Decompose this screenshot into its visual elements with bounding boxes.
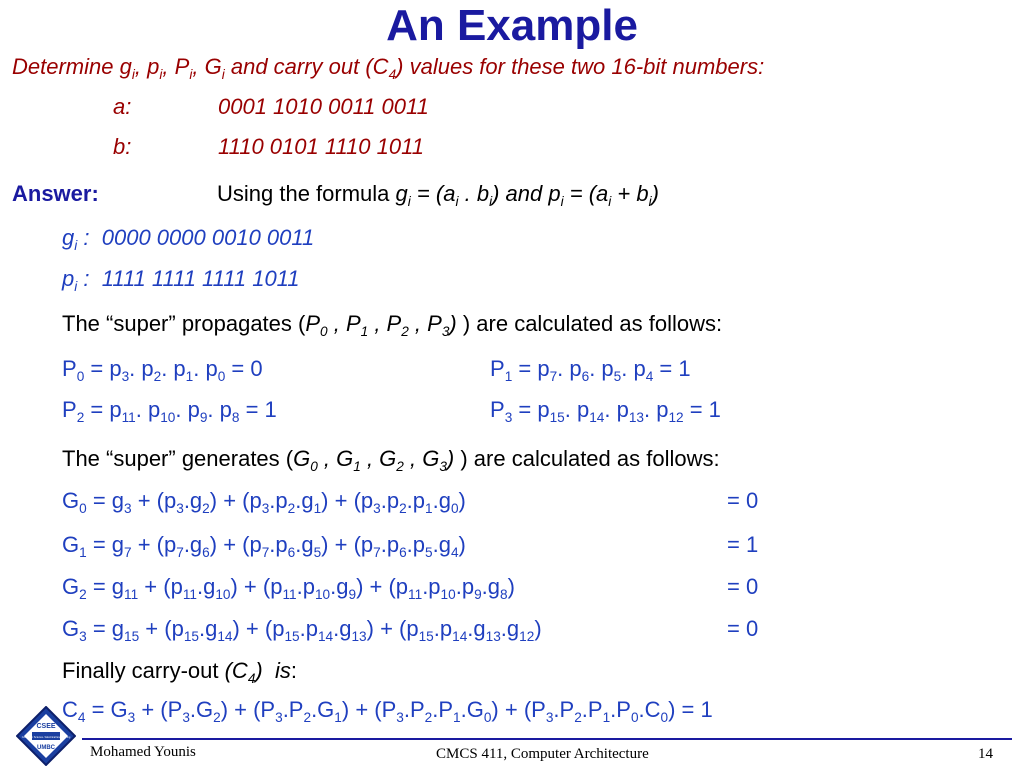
propagates-intro: The “super” propagates ($P_0$ , $P_1$ , $P_2$ , $P_3$) ) are calculated as follows: [62, 311, 723, 339]
logo-bottom-text: UMBC [37, 745, 55, 751]
answer-label: Answer: [12, 181, 99, 206]
operand-a-label: a: [113, 94, 132, 119]
slide-title: An Example [386, 1, 638, 50]
eq-P1: $P_1 = p_7$. $p_6$. $p_5$. $p_4 = 1$ [490, 356, 691, 384]
eq-G0-result: = 0 [727, 488, 759, 513]
footer-course: CMCS 411, Computer Architecture [436, 746, 649, 762]
carry-intro: Finally carry-out $(C_4)$ is: [62, 658, 297, 686]
csee-logo-mark [16, 706, 76, 766]
logo-mid-text: Computer Science / Electrical Engineering [21, 736, 71, 739]
footer-author: Mohamed Younis [90, 744, 196, 760]
formula-line: Using the formula $g_i = (a_i$ . $b_i$) and $p_i = (a_i + b_i)$ [217, 181, 659, 209]
eq-P0: $P_0 = p_3$. $p_2$. $p_1$. $p_0 = 0$ [62, 356, 263, 384]
eq-G3: $G_3 = g_{15} + (p_{15}.g_{14}) + (p_{15}.p_{14}.g_{13}) + (p_{15}.p_{14}.g_{13}.g_{12})$ [62, 616, 542, 644]
slide-number: 14 [978, 746, 993, 762]
operand-a-value: 0001 1010 0011 0011 [218, 94, 429, 119]
generates-intro: The “super” generates ($G_0$ , $G_1$ , $G_2$ , $G_3$) ) are calculated as follows: [62, 446, 720, 474]
eq-G1-result: = 1 [727, 532, 759, 557]
gi-line: $g_i$ : 0000 0000 0010 0011 [62, 225, 315, 253]
eq-G2-result: = 0 [727, 574, 759, 599]
eq-G0: $G_0 = g_3 + (p_3.g_2) + (p_3.p_2.g_1) + (p_3.p_2.p_1.g_0)$ [62, 488, 466, 516]
question-line: Determine $g_i$, $p_i$, $P_i$, $G_i$ and carry out $(C_4)$ values for these two 16-bit numbers: [12, 54, 765, 82]
eq-P3: $P_3 = p_{15}$. $p_{14}$. $p_{13}$. $p_{12} = 1$ [490, 397, 721, 425]
footer-divider [82, 738, 1012, 740]
eq-C4: $C_4 = G_3 + (P_3.G_2) + (P_3.P_2.G_1) + (P_3.P_2.P_1.G_0) + (P_3.P_2.P_1.P_0.C_0) = 1$ [62, 697, 713, 725]
eq-G2: $G_2 = g_{11} + (p_{11}.g_{10}) + (p_{11}.p_{10}.g_9) + (p_{11}.p_{10}.p_9.g_8)$ [62, 574, 515, 602]
eq-G3-result: = 0 [727, 616, 759, 641]
csee-logo [16, 706, 76, 766]
logo-top-text: CSEE [36, 723, 56, 730]
pi-line: $p_i$ : 1111 1111 1111 1011 [62, 266, 300, 294]
operand-b-value: 1110 0101 1110 1011 [218, 134, 424, 159]
eq-P2: $P_2 = p_{11}$. $p_{10}$. $p_9$. $p_8 = 1$ [62, 397, 277, 425]
operand-b-label: b: [113, 134, 132, 159]
eq-G1: $G_1 = g_7 + (p_7.g_6) + (p_7.p_6.g_5) + (p_7.p_6.p_5.g_4)$ [62, 532, 466, 560]
